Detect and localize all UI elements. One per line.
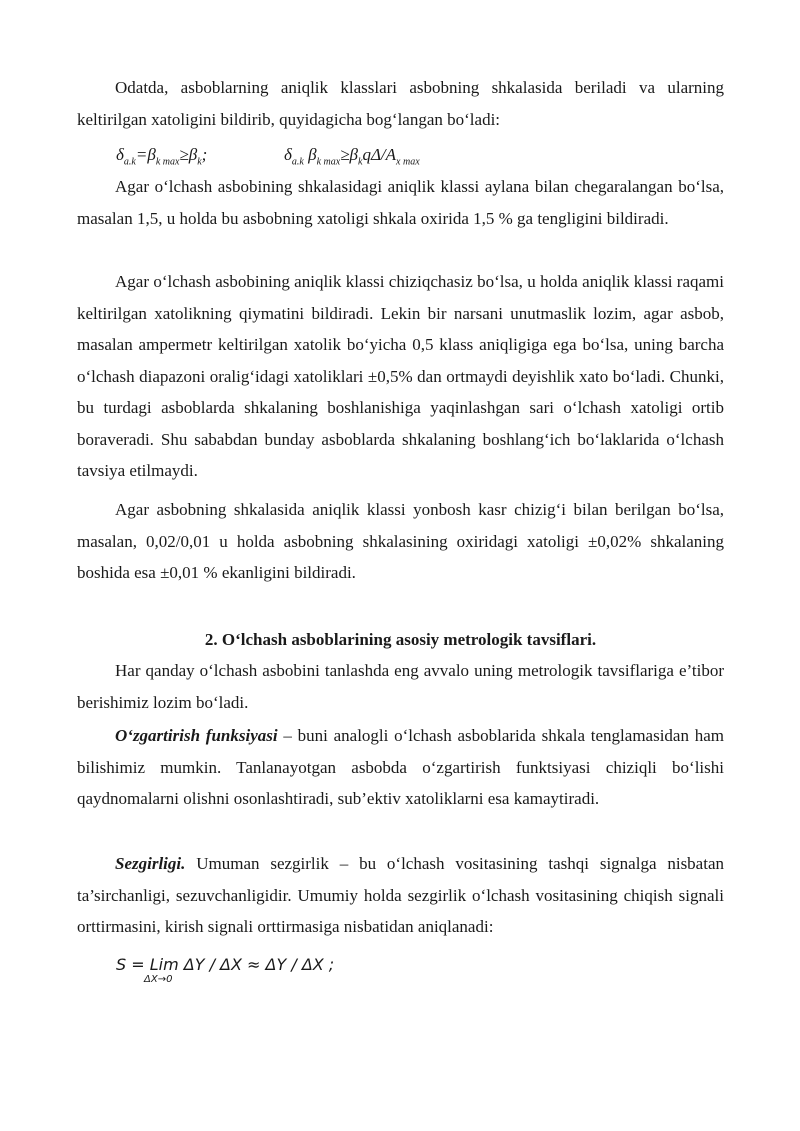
paragraph-text: Agar asbobning shkalasida aniqlik klassi yonbosh kasr chizig‘i bilan berilgan bo‘lsa, masalan, 0,02/0,01 u holda asbobning shkalasining oxiridagi xatoligi ±0,02% shkalaning boshida esa ±0,01 % ekanligini bildiradi. xyxy=(77,500,724,582)
paragraph-text: Agar o‘lchash asbobining shkalasidagi aniqlik klassi aylana bilan chegaralangan bo‘lsa, masalan 1,5, u holda bu asbobning xatoligi shkala oxirida 1,5 % ga tengligini bildiradi. xyxy=(77,177,724,228)
paragraph-text: – buni analogli o‘lchash asboblarida shkala tenglamasidan ham bilishimiz mumkin. Tanlanayotgan asbobda o‘zgartirish funktsiyasi chiziqli bo‘lishi qaydnomalarni olishni osonlashtiradi, sub’ektiv xatoliklarni esa kamaytiradi. xyxy=(77,726,724,808)
paragraph-accuracy-classes xyxy=(77,72,724,135)
formula-sensitivity-limit: ΔX→0 xyxy=(144,974,173,985)
formula-reduced-error-1: $\delta_{a.k}=\beta_{k max}\ge\beta_k$; xyxy=(116,145,208,168)
term-sensitivity: Sezgirligi. xyxy=(115,854,186,873)
paragraph-conversion-function xyxy=(77,720,724,815)
formula-sensitivity: S = Lim ΔY / ΔX ≈ ΔY / ΔX ; xyxy=(116,955,335,974)
paragraph-fraction-class xyxy=(77,494,724,589)
paragraph-choosing-instrument xyxy=(77,655,724,718)
paragraph-text: Agar o‘lchash asbobining aniqlik klassi chiziqchasiz bo‘lsa, u holda aniqlik klassi raqami keltirilgan xatolikning qiymatini bildiradi. Lekin bir narsani unutmaslik lozim, agar asbob, masalan ampermetr keltirilgan xatolik bo‘yicha 0,5 klass aniqligiga ega bo‘lsa, uning barcha o‘lchash diapazoni oralig‘idagi xatoliklari ±0,5% dan ortmaydi deyishlik xato bo‘ladi. Chunki, bu turdagi asboblarda shkalaning boshlanishiga yaqinlashgan sari o‘lchash xatoligi ortib boraveradi. Shu sababdan bunday asboblarda shkalaning boshlang‘ich bo‘laklarida o‘lchash tavsiya etilmaydi. xyxy=(77,272,724,480)
paragraph-sensitivity xyxy=(77,848,724,943)
paragraph-text: Umuman sezgirlik – bu o‘lchash vositasining tashqi signalga nisbatan ta’sirchanligi, sezuvchanligidir. Umumiy holda sezgirlik o‘lchash vositasining chiqish signali orttirmasini, kirish signali orttirmasiga nisbatidan aniqlanadi: xyxy=(77,854,724,936)
paragraph-text: Odatda, asboblarning aniqlik klasslari asbobning shkalasida beriladi va ularning keltirilgan xatoligini bildirib, quyidagicha bog‘langan bo‘ladi: xyxy=(77,78,724,129)
formula-reduced-error-2: $\delta_{a.k}$ $\beta_{k max}\ge\beta_kq\Delta/A_{x max}$ xyxy=(284,145,420,168)
paragraph-circled-class xyxy=(77,171,724,234)
section-heading: 2. O‘lchash asboblarining asosiy metrologik tavsiflari. xyxy=(204,630,597,649)
paragraph-plain-class xyxy=(77,266,724,487)
term-conversion-function: O‘zgartirish funksiyasi xyxy=(115,726,278,745)
paragraph-text: Har qanday o‘lchash asbobini tanlashda eng avvalo uning metrologik tavsiflariga e’tibor berishimiz lozim bo‘ladi. xyxy=(77,661,724,712)
